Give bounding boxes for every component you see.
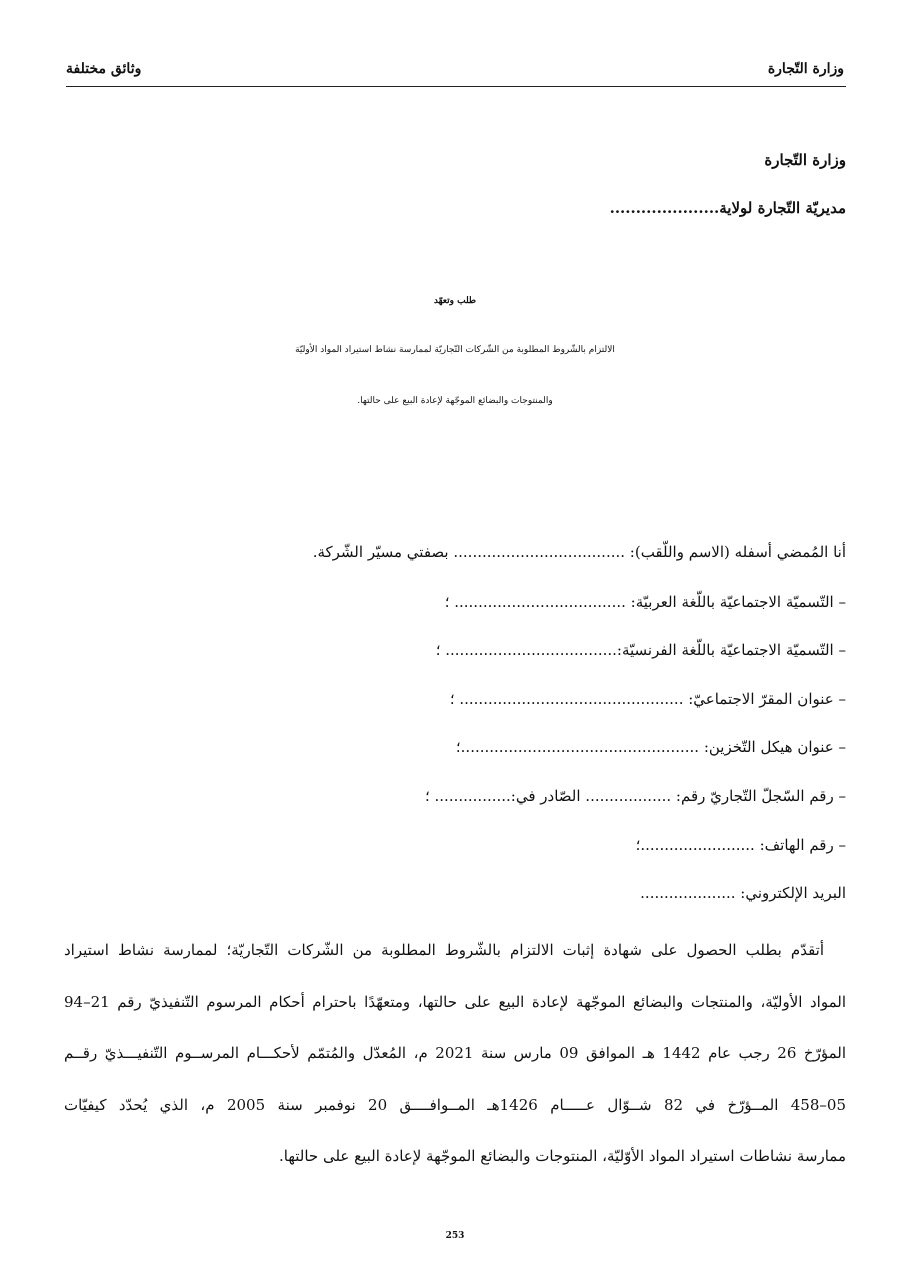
request-paragraph (64, 925, 846, 1183)
running-header-right: وزارة التّجارة (767, 61, 844, 77)
running-header-left: وثائق مختلفة (66, 61, 142, 77)
header-rule (66, 86, 846, 87)
paragraph-line: ممارسة نشاطات استيراد المواد الأوّليّة، المنتوجات والبضائع الموجّهة لإعادة البيع على حالتها. (278, 1147, 846, 1165)
field-email: البريد الإلكتروني: .................... (640, 884, 846, 902)
subject-line-1: الالتزام بالشّروط المطلوبة من الشّركات التّجاريّة لممارسة نشاط استيراد المواد الأوليّة (295, 345, 615, 355)
field-french-name: – التّسميّة الاجتماعيّة باللّغة الفرنسيّة:.................................... ؛ (435, 641, 846, 659)
field-arabic-name: – التّسميّة الاجتماعيّة باللّغة العربيّة: .................................... ؛ (444, 593, 846, 611)
paragraph-line: 05–458 المــؤرّخ في 82 شــوّال عـــــام 1426هـ المــوافــــق 20 نوفمبر سنة 2005 م، الذي يُحدّد كيفيّات (64, 1095, 846, 1114)
field-trade-register: – رقم السّجلّ التّجاريّ رقم: .................. الصّادر في:................ ؛ (424, 787, 846, 805)
field-phone: – رقم الهاتف: ........................؛ (635, 836, 846, 854)
document-heading: طلب وتعهّد (433, 296, 477, 306)
field-head-office-address: – عنوان المقرّ الاجتماعيّ: ............................................... ؛ (449, 690, 846, 708)
paragraph-line: أتقدّم بطلب الحصول على شهادة إثبات الالتزام بالشّروط المطلوبة من الشّركات التّجاريّة؛ لممارسة نشاط استيراد (64, 941, 824, 959)
paragraph-line: المؤرّخ 26 رجب عام 1442 هـ الموافق 09 مارس سنة 2021 م، المُعدّل والمُتمّم لأحكـــام المرســوم التّنفيـــذيّ رقــم (64, 1044, 846, 1062)
directorate-line: مديريّة التّجارة لولاية..................... (609, 199, 846, 217)
page-number: 253 (445, 1231, 465, 1241)
ministry-name: وزارة التّجارة (764, 151, 846, 169)
signatory-line: أنا المُمضي أسفله (الاسم واللّقب): .................................... بصفتي مسيّر الشّركة. (312, 543, 846, 561)
field-storage-address: – عنوان هيكل التّخزين: ..................................................؛ (455, 738, 846, 756)
paragraph-line: المواد الأوليّة، والمنتجات والبضائع الموجّهة لإعادة البيع على حالتها، ومتعهّدًا باحترام أحكام المرسوم التّنفيذيّ رقم 21–94 (64, 992, 846, 1011)
subject-line-2: والمنتوجات والبضائع الموجّهة لإعادة البيع على حالتها. (357, 396, 553, 406)
